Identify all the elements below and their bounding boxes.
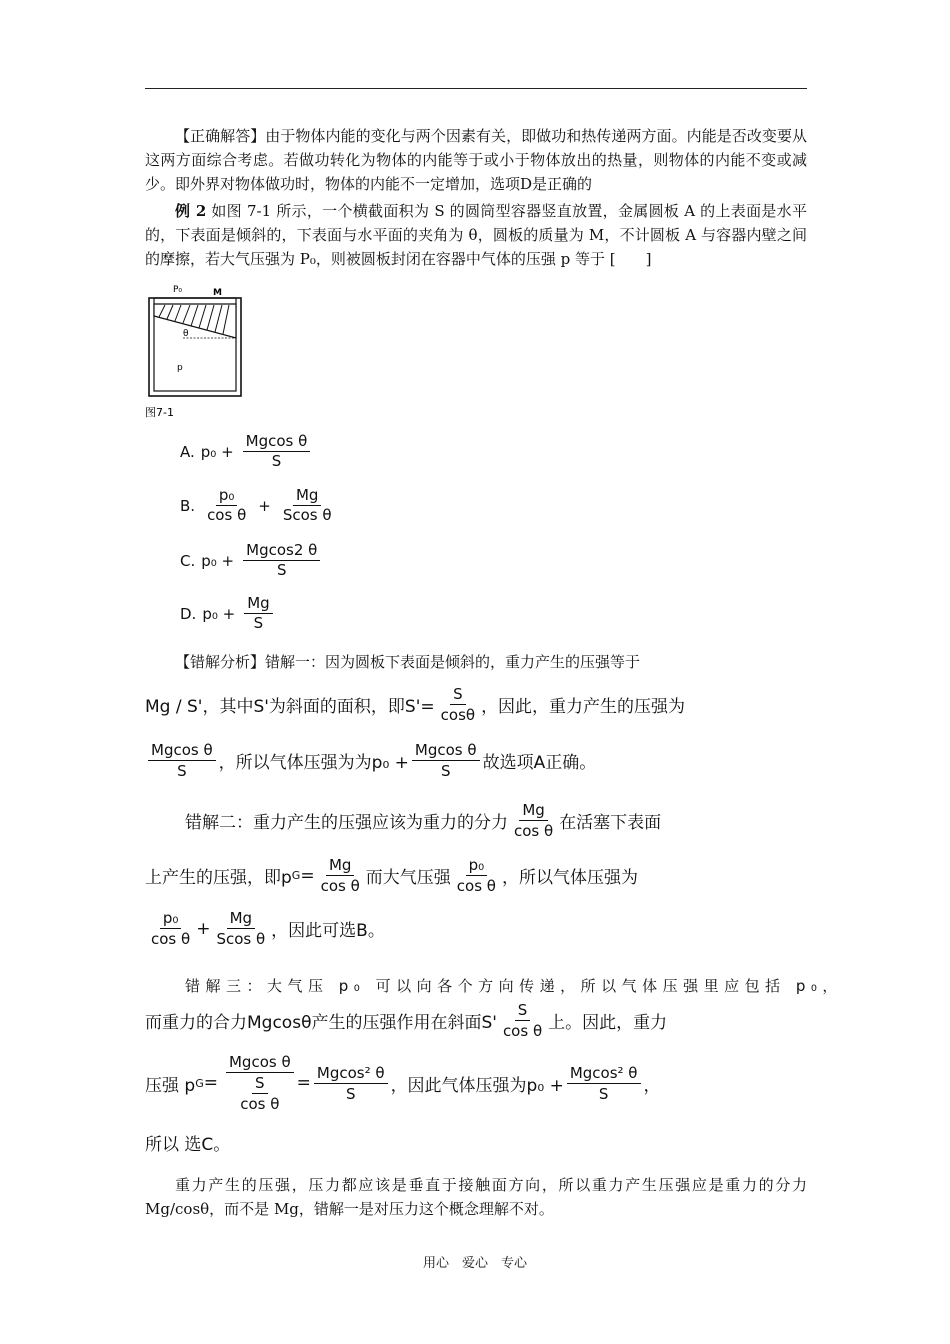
option-c-fraction: $\frac{Mgcos2 \theta}{S}$ xyxy=(243,541,320,580)
example-text: 如图 7-1 所示，一个横截面积为 S 的圆筒型容器竖直放置，金属圆板 A 的上表面是水平的，下表面是倾斜的，下表面与水平面的夹角为 θ，圆板的质量为 M，不计圆板 A 与容器内壁之间的摩擦，若大气压强为 P₀，则被圆板封闭在容器中气体的压强 p 等于 [ ] xyxy=(145,202,807,268)
correct-answer-paragraph: 【正确解答】由于物体内能的变化与两个因素有关，即做功和热传递两方面。内能是否改变要从这两方面综合考虑。若做功转化为物体的内能等于或小于物体放出的热量，则物体的内能不变或减少。即外界对物体做功时，物体的内能不一定增加，选项D是正确的 xyxy=(145,127,807,193)
error-1-line-1: Mg / S'，其中S'为斜面的面积，即S'= $\frac{S}{\cos\theta}$ ，因此，重力产生的压强为 xyxy=(145,685,686,724)
header-rule xyxy=(145,88,807,89)
error-3-line-3: 压强 p G = Mgcos θ S cos θ = $\frac{\text{Mgcos² θ}}{S}$ ，因此气体压强为p₀ + $\frac{\text{Mgcos² θ}}{S}$ ， xyxy=(145,1053,661,1113)
option-d-fraction: $\frac{Mg}{S}$ xyxy=(244,594,272,633)
option-b-fraction-1: $\frac{\text{p₀}}{\text{cos θ}}$ xyxy=(207,486,247,524)
example-2-paragraph xyxy=(145,199,807,271)
figure-p-label: p xyxy=(177,363,183,373)
error-3-conclusion: 所以 选C。 xyxy=(145,1135,231,1155)
option-d: D. p₀ + $\frac{Mg}{S}$ xyxy=(180,594,276,633)
error-3-line-1: 错解三：大气压 p₀ 可以向各个方向传递，所以气体压强里应包括 p₀， xyxy=(185,977,843,995)
option-c: C. p₀ + $\frac{Mgcos2 \theta}{S}$ xyxy=(180,541,323,580)
error-2-line-1: 错解二：重力产生的压强应该为重力的分力 $\frac{Mg}{\text{cos θ}}$ 在活塞下表面 xyxy=(185,801,662,840)
option-b: B. $\frac{\text{p₀}}{\text{cos θ}}$ + $\frac{Mg}{\text{Scos θ}}$ xyxy=(180,486,338,525)
option-a-fraction: $\frac{\text{Mgcos θ}}{S}$ xyxy=(243,432,311,471)
figure-p0-label: P₀ xyxy=(173,285,183,295)
option-a: A. p₀ + $\frac{\text{Mgcos θ}}{S}$ xyxy=(180,432,313,471)
figure-m-label: M xyxy=(213,288,222,298)
example-label: 例 2 xyxy=(175,202,207,220)
error-analysis-heading: 【错解分析】错解一：因为圆板下表面是倾斜的，重力产生的压强等于 xyxy=(175,653,641,671)
figure-theta-label: θ xyxy=(183,329,189,339)
error-2-line-2: 上产生的压强，即p G = $\frac{Mg}{\text{cos θ}}$ 而大气压强 $\frac{\text{p₀}}{\text{cos θ}}$ ，所以气体压强为 xyxy=(145,856,638,895)
figure-7-1 xyxy=(143,280,245,420)
error-3-line-2: 而重力的合力Mgcosθ产生的压强作用在斜面S' $\frac{S}{\text{cos θ}}$ 上。因此，重力 xyxy=(145,1001,668,1040)
explanation-paragraph: 重力产生的压强，压力都应该是垂直于接触面方向，所以重力产生压强应是重力的分力 Mg/cosθ，而不是 Mg，错解一是对压力这个概念理解不对。 xyxy=(145,1176,807,1218)
figure-caption: 图7-1 xyxy=(145,406,174,419)
page-footer: 用心 爱心 专心 xyxy=(422,1256,527,1271)
error-2-line-3: $\frac{\text{p₀}}{\text{cos θ}}$ + $\frac{Mg}{\text{Scos θ}}$ ，因此可选B。 xyxy=(151,909,385,948)
error-1-line-2: $\frac{\text{Mgcos θ}}{S}$ ，所以气体压强为为p₀ + $\frac{\text{Mgcos θ}}{S}$ 故选项A正确。 xyxy=(145,740,596,781)
option-b-fraction-2: $\frac{Mg}{\text{Scos θ}}$ xyxy=(282,486,332,524)
